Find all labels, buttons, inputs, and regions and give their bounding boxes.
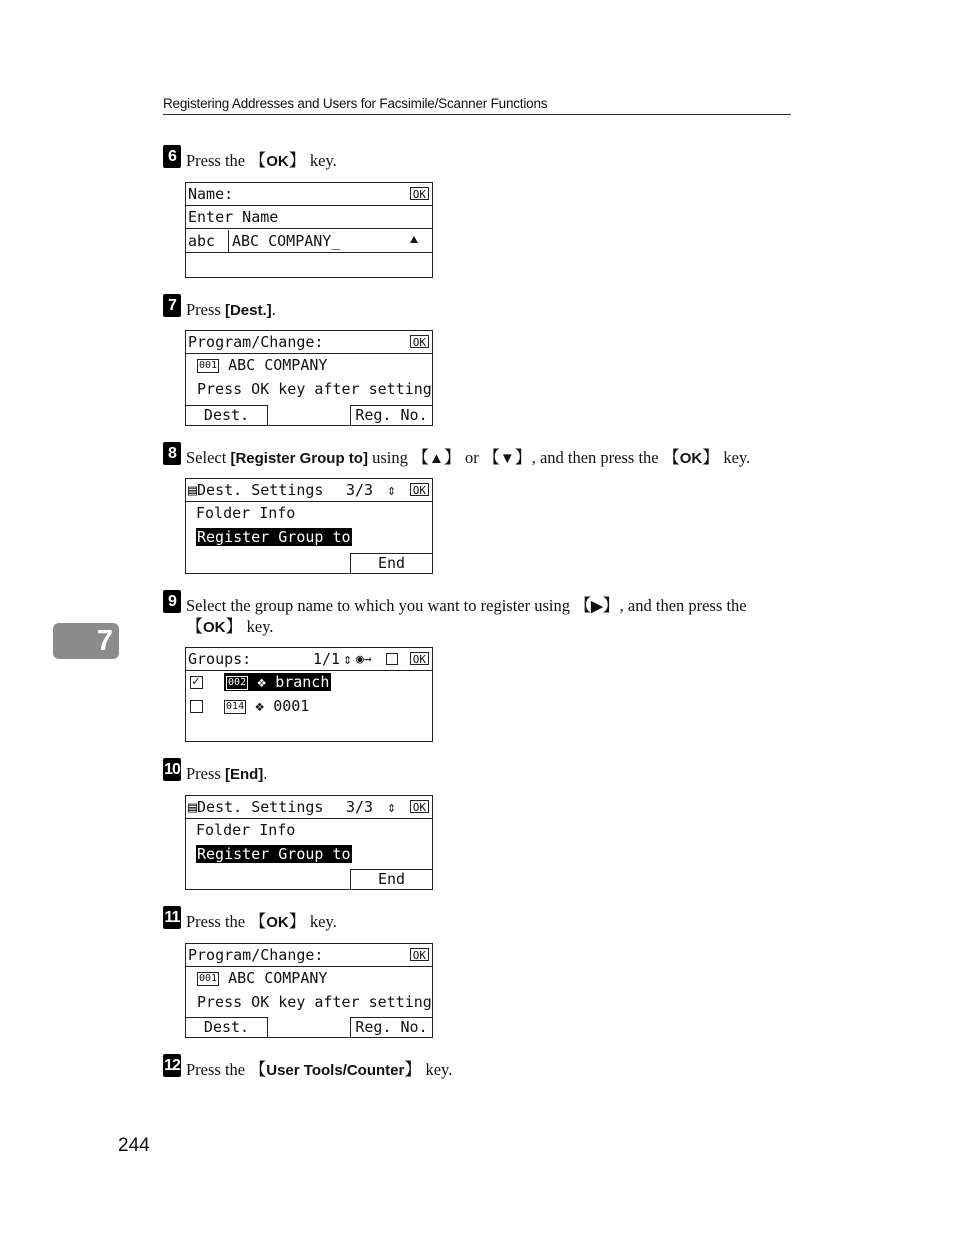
lcd-screen-program [185, 943, 433, 1038]
dest-softkey[interactable]: Dest. [186, 405, 268, 425]
page-indicator: 3/3 [346, 798, 374, 816]
ok-indicator: OK [410, 800, 429, 813]
lcd-line [186, 967, 432, 990]
step-instruction: Press the 【OK】 key. [186, 912, 337, 931]
step-number: 8 [163, 442, 181, 465]
checkbox-checked-icon[interactable]: ✓ [190, 676, 203, 689]
key-label: OK [266, 914, 289, 931]
step-instruction: Press [End]. [186, 764, 268, 783]
ok-indicator: OK [410, 187, 429, 200]
lcd-line-selected: Register Group to [197, 845, 351, 863]
registration-number: 001 [199, 972, 218, 984]
key-label: User Tools/Counter [266, 1062, 405, 1079]
group-icon: ❖ [257, 673, 267, 691]
ok-indicator: OK [410, 948, 429, 961]
entry-name: ABC COMPANY [228, 969, 328, 987]
ok-indicator: OK [410, 335, 429, 348]
lcd-line: Press OK key after setting [197, 380, 432, 398]
list-icon: ▤ [188, 481, 198, 499]
page-indicator: 1/1 [313, 650, 341, 668]
lcd-screen-name [185, 182, 433, 278]
dest-softkey[interactable]: Dest. [186, 1017, 268, 1037]
lcd-screen-dest-settings [185, 795, 433, 890]
end-softkey[interactable]: End [350, 869, 432, 889]
lcd-screen-dest-settings [185, 478, 433, 574]
header-rule [163, 114, 791, 115]
end-softkey[interactable]: End [350, 553, 432, 573]
step-instruction: Press the 【OK】 key. [186, 151, 337, 170]
step-number: 6 [163, 145, 181, 168]
up-down-arrow-icon: ⇕ [387, 481, 397, 499]
button-label: [Register Group to] [230, 450, 368, 467]
up-down-arrow-icon: ⇕ [387, 798, 397, 816]
key-label: OK [203, 619, 226, 636]
lcd-line [186, 354, 432, 377]
lcd-title-row: Program/Change: OK [186, 944, 432, 967]
key-label: ▼ [499, 450, 515, 467]
lcd-line: Enter Name [186, 206, 432, 229]
ok-indicator: OK [410, 483, 429, 496]
reg-no-softkey[interactable]: Reg. No. [350, 1017, 432, 1037]
lcd-title-row: Program/Change: OK [186, 331, 432, 354]
up-down-arrow-icon: ⇕ [343, 650, 353, 668]
list-item[interactable] [186, 695, 432, 718]
ok-indicator: OK [410, 652, 429, 665]
step-number: 10 [163, 758, 181, 781]
key-label: ▲ [428, 450, 444, 467]
button-label: [Dest.] [224, 302, 272, 319]
input-mode: abc [188, 232, 216, 250]
step-number: 11 [163, 906, 181, 929]
lcd-title-row: Name: OK [186, 183, 432, 206]
key-label: OK [679, 450, 703, 467]
checkbox-icon[interactable] [190, 700, 203, 713]
step-number: 12 [163, 1054, 181, 1077]
lcd-line-selected: Register Group to [197, 528, 351, 546]
lcd-line: Folder Info [196, 504, 296, 522]
page-indicator: 3/3 [346, 481, 374, 499]
lcd-screen-groups [185, 647, 433, 742]
name-input: ABC COMPANY_ [232, 232, 341, 250]
list-icon: ▤ [188, 798, 198, 816]
group-number: 002 [228, 676, 247, 688]
group-name: 0001 [273, 697, 310, 715]
group-icon: ❖ [255, 697, 265, 715]
lcd-title-row: ▤Dest. Settings 3/3 ⇕ OK [186, 479, 432, 502]
lcd-line: Press OK key after setting [197, 993, 432, 1011]
lcd-input-row [186, 230, 432, 253]
lcd-screen-program [185, 330, 433, 426]
select-arrow-icon: ◉→ [356, 652, 372, 667]
triangle-up-icon [410, 236, 418, 243]
button-label: [End] [224, 766, 264, 783]
reg-no-softkey[interactable]: Reg. No. [350, 405, 432, 425]
step-instruction: Press [Dest.]. [186, 300, 276, 319]
lcd-title-row: ▤Dest. Settings 3/3 ⇕ OK [186, 796, 432, 819]
step-instruction: Select the group name to which you want to register using 【▶】, and then press the 【OK】 key. [186, 596, 747, 636]
chapter-tab: 7 [53, 623, 119, 659]
lcd-title-row: Groups: 1/1 ⇕ ◉→ OK [186, 648, 432, 671]
key-label: OK [266, 153, 289, 170]
registration-number: 001 [199, 359, 218, 371]
step-instruction: Select [Register Group to] using 【▲】 or 【▼】, and then press the 【OK】 key. [186, 448, 751, 467]
step-number: 9 [163, 590, 181, 613]
checkbox-icon [386, 653, 398, 665]
step-number: 7 [163, 294, 181, 317]
key-label: ▶ [591, 598, 603, 615]
entry-name: ABC COMPANY [228, 356, 328, 374]
list-item[interactable] [186, 671, 432, 694]
running-header: Registering Addresses and Users for Facsimile/Scanner Functions [163, 96, 548, 111]
page-number: 244 [118, 1135, 150, 1156]
group-number: 014 [226, 700, 245, 712]
step-instruction: Press the 【User Tools/Counter】 key. [186, 1060, 453, 1079]
lcd-line: Folder Info [196, 821, 296, 839]
group-name: branch [275, 673, 330, 691]
